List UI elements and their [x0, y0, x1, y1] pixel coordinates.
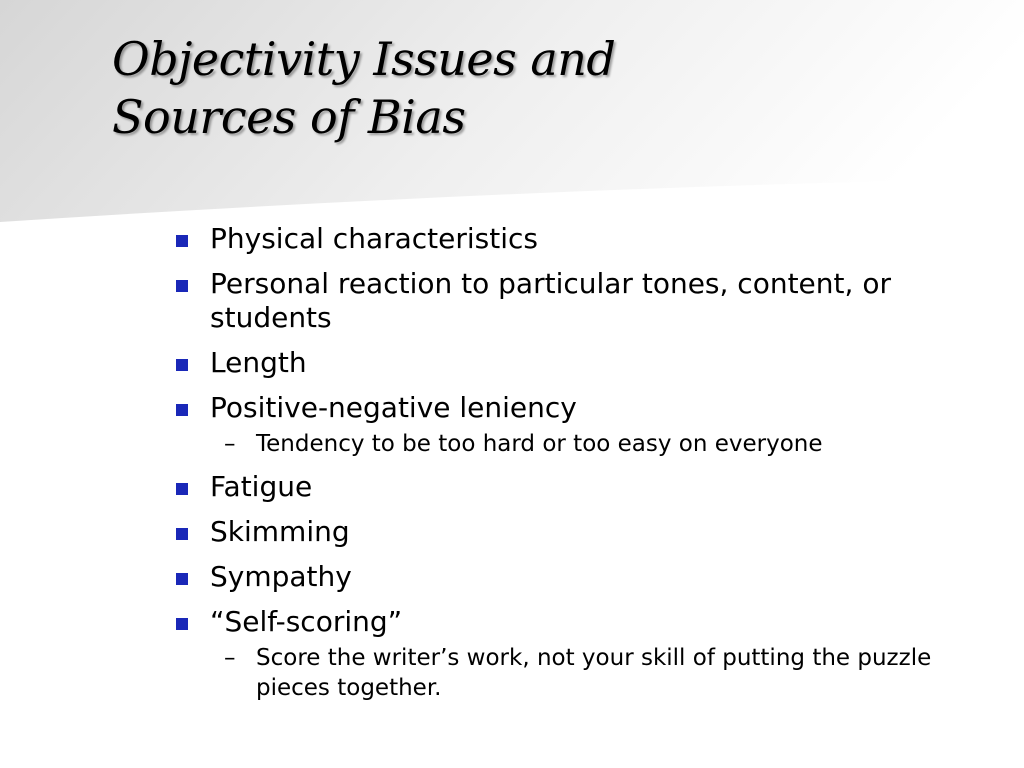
bullet-item: [172, 560, 1002, 594]
square-bullet-icon: [176, 573, 188, 585]
dash-bullet-icon: –: [224, 431, 236, 457]
bullet-item: [172, 470, 1002, 504]
bullet-list-container: [172, 222, 1002, 714]
bullet-text: “Self-scoring”: [210, 605, 403, 638]
bullet-item: [172, 222, 1002, 256]
square-bullet-icon: [176, 404, 188, 416]
bullet-item: [172, 515, 1002, 549]
bullet-text: Skimming: [210, 515, 350, 548]
bullet-item: [172, 267, 1002, 335]
bullet-text: Personal reaction to particular tones, content, or students: [210, 267, 891, 334]
square-bullet-icon: [176, 483, 188, 495]
bullet-text: Fatigue: [210, 470, 313, 503]
slide-title-line-2: Sources of Bias: [112, 90, 466, 144]
sub-bullet-item: [210, 429, 1002, 459]
square-bullet-icon: [176, 280, 188, 292]
bullet-list: [172, 222, 1002, 703]
sub-bullet-text: Score the writer’s work, not your skill of putting the puzzle pieces together.: [256, 645, 932, 701]
bullet-item: [172, 391, 1002, 459]
bullet-item: [172, 605, 1002, 703]
slide-title: [112, 30, 615, 146]
bullet-text: Physical characteristics: [210, 222, 538, 255]
dash-bullet-icon: –: [224, 645, 236, 671]
sub-bullet-item: [210, 643, 1002, 703]
sub-bullet-text: Tendency to be too hard or too easy on everyone: [256, 431, 823, 457]
bullet-item: [172, 346, 1002, 380]
sub-bullet-list: [210, 429, 1002, 459]
slide-title-line-1: Objectivity Issues and: [112, 32, 616, 86]
sub-bullet-list: [210, 643, 1002, 703]
bullet-text: Positive-negative leniency: [210, 391, 577, 424]
square-bullet-icon: [176, 618, 188, 630]
square-bullet-icon: [176, 528, 188, 540]
square-bullet-icon: [176, 359, 188, 371]
bullet-text: Length: [210, 346, 307, 379]
square-bullet-icon: [176, 235, 188, 247]
bullet-text: Sympathy: [210, 560, 352, 593]
